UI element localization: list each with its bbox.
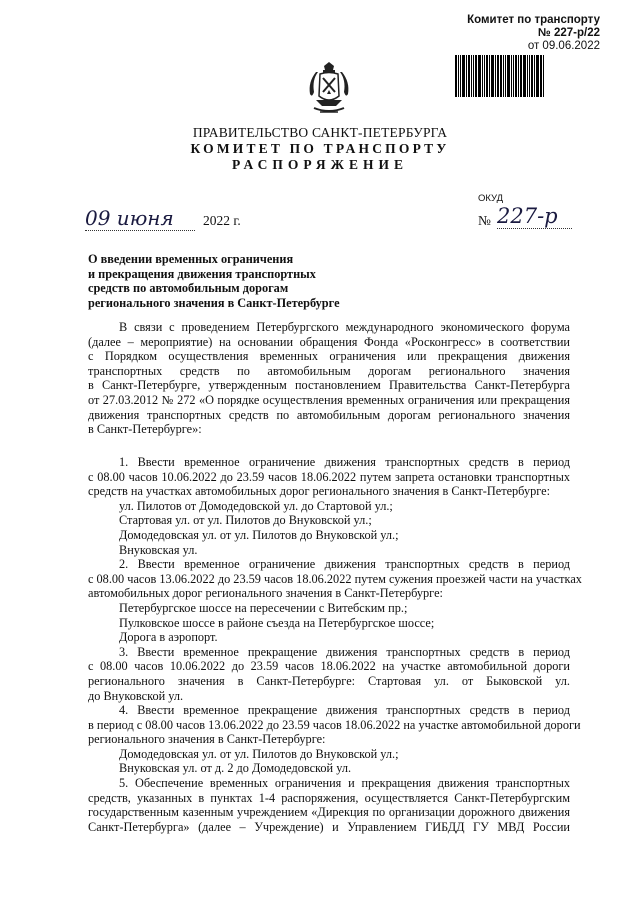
- handwritten-date: 09 июня: [85, 206, 195, 231]
- document-title: [88, 252, 388, 310]
- text-line: Домодедовская ул. от ул. Пилотов до Внуковской ул.;: [119, 746, 399, 761]
- stamp-line-3: от 09.06.2022: [527, 40, 600, 52]
- number-sign: №: [478, 213, 491, 228]
- barcode-bar: [458, 55, 459, 97]
- barcode-bar: [507, 55, 510, 97]
- government-name: ПРАВИТЕЛЬСТВО САНКТ-ПЕТЕРБУРГА: [192, 125, 448, 140]
- text-line: в Санкт-Петербурге, утвержденным постановлением Правительства Санкт-Петербурга: [88, 378, 570, 393]
- text-line: Пулковское шоссе в районе съезда на Петербургское шоссе;: [119, 615, 435, 630]
- text-line: Санкт-Петербурга» (далее – Учреждение) и Управлением ГИБДД ГУ МВД России: [88, 819, 570, 834]
- text-line: ул. Пилотов от Домодедовской ул. до Стартовой ул.;: [119, 498, 393, 513]
- barcode-bar: [520, 55, 522, 97]
- barcode-bar: [511, 55, 512, 97]
- barcode-bar: [503, 55, 504, 97]
- text-line: 3. Ввести временное прекращение движения транспортных средств в период: [119, 644, 570, 659]
- barcode-bar: [536, 55, 539, 97]
- text-line: 5. Обеспечение временных ограничения и прекращения движения транспортных: [119, 776, 570, 791]
- text-line: с Порядком осуществления временных ограничения или прекращения движения: [88, 349, 570, 364]
- barcode-bar: [468, 55, 470, 97]
- text-line: Стартовая ул. от ул. Пилотов до Внуковской ул.;: [119, 513, 372, 528]
- text-line: движения транспортных средств по автомобильным дорогам регионального значения: [88, 407, 570, 422]
- text-line: В связи с проведением Петербургского международного экономического форума: [119, 320, 570, 334]
- barcode-bar: [513, 55, 514, 97]
- barcode: [455, 55, 557, 97]
- text-line: регионального значения в Санкт-Петербурге:: [88, 732, 326, 747]
- barcode-bar: [482, 55, 483, 97]
- title-line: и прекращения движения транспортных: [88, 266, 316, 281]
- text-line: средств, указанных в пунктах 1-4 распоряжения, осуществляется Санкт-Петербургским: [88, 790, 570, 805]
- title-line: регионального значения в Санкт-Петербурге: [88, 295, 340, 310]
- coat-of-arms-icon: [306, 62, 352, 118]
- barcode-bar: [455, 55, 457, 97]
- text-line: автомобильных дорог регионального значения в Санкт-Петербурге:: [88, 586, 443, 601]
- text-line: от 27.03.2012 № 272 «О порядке осуществления временных ограничения или прекращения: [88, 392, 570, 407]
- text-line: Внуковская ул.: [119, 542, 198, 557]
- title-line: О введении временных ограничения: [88, 252, 294, 266]
- barcode-bar: [534, 55, 535, 97]
- text-line: в период с 08.00 часов 13.06.2022 до 23.59 часов 18.06.2022 на участке автомобильной дороги: [88, 717, 581, 732]
- barcode-bar: [505, 55, 506, 97]
- text-line: (далее – мероприятие) на основании обращения Фонда «Росконгресс» в соответствии: [88, 334, 570, 349]
- barcode-bar: [486, 55, 488, 97]
- barcode-bar: [518, 55, 519, 97]
- preamble-paragraph: [88, 320, 570, 437]
- barcode-bar: [515, 55, 517, 97]
- committee-name: КОМИТЕТ ПО ТРАНСПОРТУ: [190, 141, 450, 156]
- text-line: Петербургское шоссе на пересечении с Витебским пр.;: [119, 600, 408, 615]
- text-line: Внуковская ул. от д. 2 до Домодедовской ул.: [119, 761, 352, 776]
- stamp-line-1: Комитет по транспорту: [467, 14, 600, 26]
- barcode-bar: [540, 55, 542, 97]
- text-line: транспортных средств по автомобильным дорогам регионального значения: [88, 363, 570, 378]
- barcode-bar: [462, 55, 465, 97]
- text-line: средств на участках автомобильных дорог регионального значения в Санкт-Петербурге:: [88, 484, 551, 499]
- text-line: Дорога в аэропорт.: [119, 630, 218, 645]
- text-line: регионального значения в Санкт-Петербурге: Стартовая ул. от Быковской ул.: [88, 673, 570, 688]
- date-year: 2022 г.: [203, 213, 241, 228]
- barcode-bar: [527, 55, 528, 97]
- barcode-bar: [471, 55, 472, 97]
- text-line: с 08.00 часов 10.06.2022 до 23.59 часов 18.06.2022 путем запрета остановки транспортных: [88, 469, 570, 484]
- text-line: 1. Ввести временное ограничение движения транспортных средств в период: [119, 455, 570, 469]
- registration-stamp: [440, 14, 600, 53]
- text-line: 4. Ввести временное прекращение движения транспортных средств в период: [119, 703, 570, 718]
- document-type: РАСПОРЯЖЕНИЕ: [231, 157, 409, 172]
- barcode-bar: [491, 55, 494, 97]
- text-line: 2. Ввести временное ограничение движения транспортных средств в период: [119, 557, 570, 572]
- handwritten-number: 227-р: [497, 204, 572, 229]
- text-line: в Санкт-Петербурге»:: [88, 422, 202, 437]
- barcode-bar: [543, 55, 544, 97]
- barcode-bar: [531, 55, 533, 97]
- text-line: до Внуковской ул.: [88, 688, 184, 703]
- barcode-bar: [489, 55, 490, 97]
- barcode-bar: [497, 55, 499, 97]
- order-items: [88, 455, 582, 834]
- barcode-bar: [484, 55, 485, 97]
- barcode-bar: [495, 55, 496, 97]
- barcode-bar: [478, 55, 481, 97]
- text-line: Домодедовская ул. от ул. Пилотов до Внуковской ул.;: [119, 527, 399, 542]
- barcode-bar: [466, 55, 467, 97]
- barcode-bar: [523, 55, 526, 97]
- barcode-bar: [500, 55, 502, 97]
- title-line: средств по автомобильным дорогам: [88, 281, 289, 296]
- stamp-line-2: № 227-р/22: [537, 27, 600, 39]
- barcode-bar: [475, 55, 477, 97]
- okud-label: ОКУД: [478, 193, 504, 204]
- text-line: с 08.00 часов 13.06.2022 до 23.59 часов 18.06.2022 путем сужения проезжей части на участках: [88, 571, 582, 586]
- text-line: государственным казенным учреждением «Дирекция по организации дорожного движения: [88, 805, 570, 820]
- barcode-bar: [529, 55, 530, 97]
- barcode-bar: [460, 55, 461, 97]
- barcode-bar: [473, 55, 474, 97]
- text-line: с 08.00 часов 10.06.2022 до 23.59 часов 18.06.2022 на участке автомобильной дороги: [88, 659, 570, 674]
